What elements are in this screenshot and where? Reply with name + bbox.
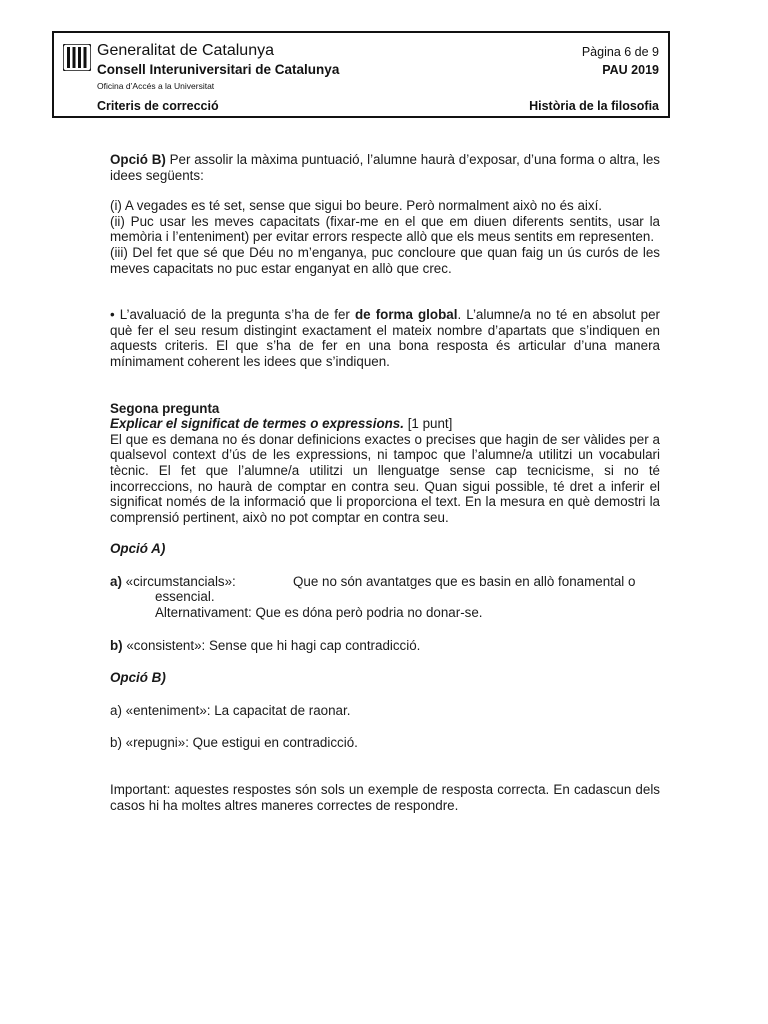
document-body xyxy=(110,152,660,813)
office-name: Oficina d’Accés a la Universitat xyxy=(97,81,215,91)
def-b-label: b) xyxy=(110,637,123,653)
def-a-term: «circumstancials»: xyxy=(121,573,236,589)
document-header xyxy=(52,31,670,118)
segona-subtitle: Explicar el significat de termes o expressions. xyxy=(110,416,404,432)
page-number: Pàgina 6 de 9 xyxy=(581,45,659,59)
segona-subtitle-line xyxy=(110,416,660,432)
def-a-alternative: Alternativament: Que es dóna però podria no donar-se. xyxy=(155,605,483,621)
council-name: Consell Interuniversitari de Catalunya xyxy=(97,62,340,77)
segona-title: Segona pregunta xyxy=(110,400,220,416)
criteria-label: Criteris de correcció xyxy=(97,99,219,113)
org-name: Generalitat de Catalunya xyxy=(97,42,274,59)
opcio-b-label: Opció B) xyxy=(110,152,166,167)
evaluation-bold: de forma global xyxy=(354,307,458,323)
def-b-text: «consistent»: Sense que hi hagi cap contradicció. xyxy=(122,637,421,653)
opcio-b-intro xyxy=(110,152,660,183)
definition-a xyxy=(110,574,660,590)
opcio-b-definition-a: a) «enteniment»: La capacitat de raonar. xyxy=(110,702,351,718)
idea-1: (i) A vegades es té set, sense que sigui bo beure. Però normalment això no és així. xyxy=(110,198,603,214)
exam-name: PAU 2019 xyxy=(602,63,659,77)
opcio-a-heading: Opció A) xyxy=(110,541,166,557)
definition-b xyxy=(110,638,660,654)
idea-3: (iii) Del fet que sé que Déu no m’enganya, puc concloure que quan faig un ús curós de les meves capacitats no puc estar enganyat en allò que crec. xyxy=(110,244,660,276)
def-a-continuation: essencial. xyxy=(155,589,215,605)
important-note: Important: aquestes respostes són sols un exemple de resposta correcta. En cadascun dels casos hi ha moltes altres maneres correctes de respondre. xyxy=(110,782,660,813)
subject-name: Història de la filosofia xyxy=(529,99,659,113)
def-a-label: a) xyxy=(110,573,122,589)
catalan-flag-icon xyxy=(63,44,91,71)
opcio-b-intro-text: Per assolir la màxima puntuació, l’alumne haurà d’exposar, d’una forma o altra, les idees següents: xyxy=(110,152,660,183)
def-a-text: Que no són avantatges que es basin en allò fonamental o xyxy=(293,573,636,589)
opcio-b-heading: Opció B) xyxy=(110,670,166,686)
idea-2: (ii) Puc usar les meves capacitats (fixar-me en el que em diuen diferents sentits, usar la memòria i l’enteniment) per evitar errors respecte allò que els meus sentits em representen. xyxy=(110,213,660,245)
opcio-b-definition-b: b) «repugni»: Que estigui en contradicció. xyxy=(110,735,358,751)
evaluation-suffix: . L’alumne/a no té en absolut per què fer el seu resum distingint exactament el mateix nombre d’apartats que s’indiquen en aquests criteris. El que s’ha de fer en una bona resposta és articular d’una manera mínimament coherent les idees que s’indiquen. xyxy=(110,307,660,369)
segona-points: [1 punt] xyxy=(403,416,453,432)
segona-body: El que es demana no és donar definicions exactes o precises que hagin de ser vàlides per a qualsevol context d’ús de les expressions, ni tampoc que l’alumne/a utilitzi un vocabulari tècnic. El fet que l’alumne/a utilitzi un llenguatge sense cap tecnicisme, si no té incorreccions, no haurà de comptar en contra seu. Quan sigui possible, té dret a inferir el significat només de la informació que li proporciona el text. En la mesura en què demostri la comprensió pertinent, això no pot comptar en contra seu. xyxy=(110,431,660,525)
evaluation-prefix: • L’avaluació de la pregunta s’ha de fer xyxy=(110,307,355,323)
evaluation-note xyxy=(110,307,660,369)
